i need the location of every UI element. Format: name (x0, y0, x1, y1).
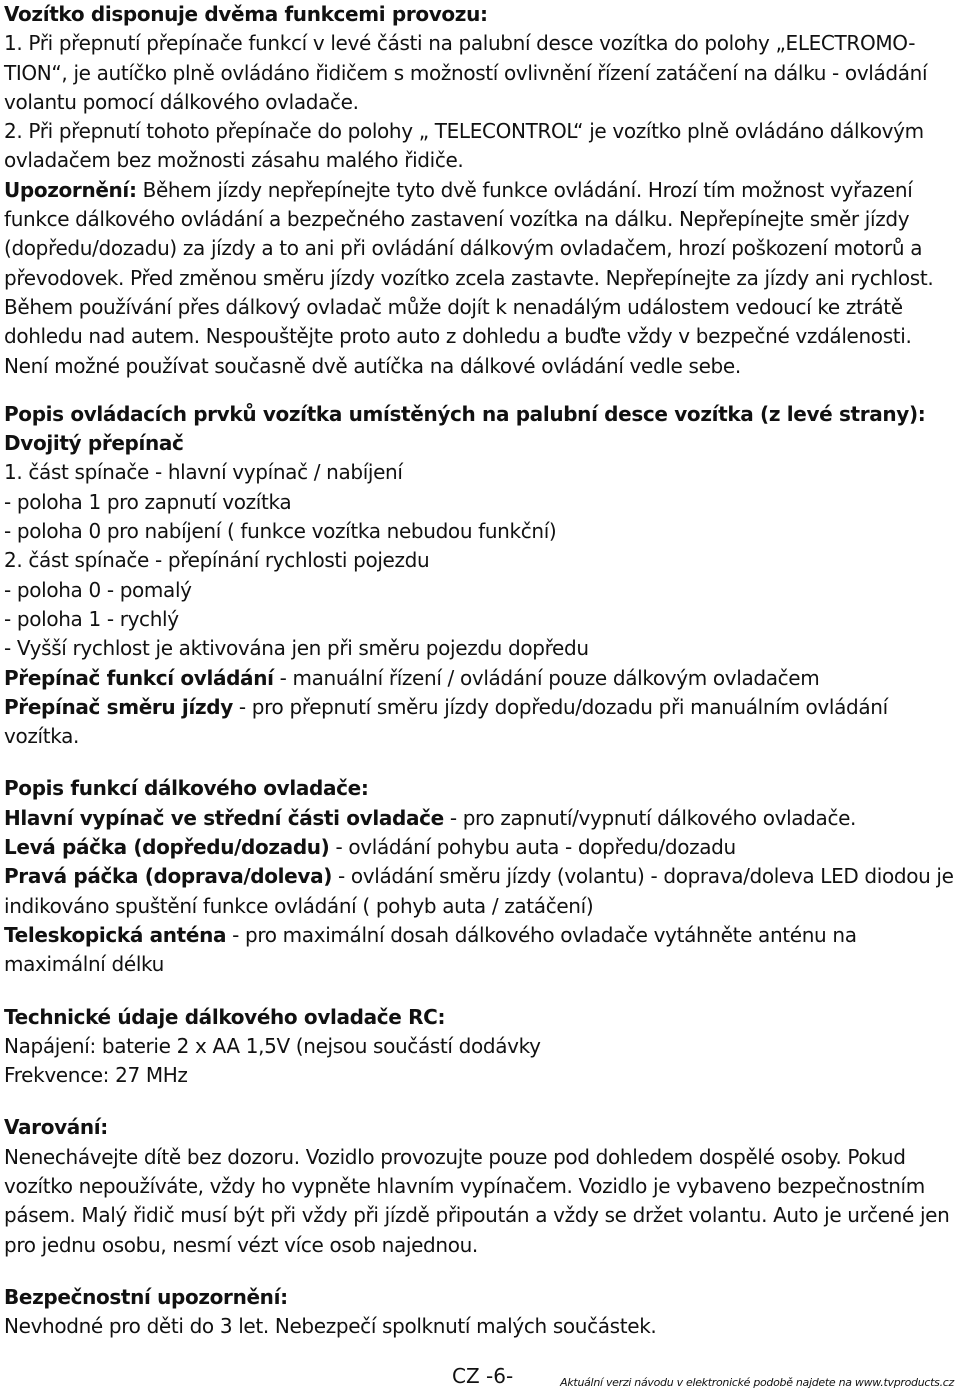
warning-section (4, 1113, 954, 1259)
warning-heading: Varování: (4, 1115, 108, 1140)
remote-heading: Popis funkcí dálkového ovladače: (4, 776, 369, 801)
remote-item-text: - pro zapnutí/vypnutí dálkového ovladače. (443, 805, 857, 830)
footer-note: Aktuální verzi návodu v elektronické podobě najdete na www.tvproducts.cz (560, 1376, 954, 1389)
remote-item-label: Pravá páčka (doprava/doleva) (4, 864, 333, 889)
remote-item-text: - pro maximální dosah dálkového ovladače vytáhněte anténu na maximální délku (4, 922, 857, 977)
tech-power: Napájení: baterie 2 x AA 1,5V (nejsou součástí dodávky (4, 1033, 541, 1058)
mode-telecontrol-paragraph: 2. Při přepnutí tohoto přepínače do polohy „ TELECONTROL“ je vozítko plně ovládáno dálkovým ovladačem bez možnosti zásahu malého řidiče. (4, 119, 924, 173)
tech-heading: Technické údaje dálkového ovladače RC: (4, 1004, 446, 1029)
remote-item-text: - ovládání pohybu auta - dopředu/dozadu (329, 835, 736, 860)
warning-body: Nenechávejte dítě bez dozoru. Vozidlo provozujte pouze pod dohledem dospělé osoby. Pokud vozítko nepoužíváte, vždy ho vypněte hlavním vypínačem. Vozidlo je vybaveno bezpečnostním pásem. Malý řidič musí být při vždy při jízdě připoután a vždy se držet volantu. Auto je určené jen pro jednu osobu, nesmí vézt více osob najednou. (4, 1144, 950, 1257)
switch-line: - Vyšší rychlost je aktivována jen při směru pojezdu dopředu (4, 636, 589, 661)
remote-item (4, 921, 954, 980)
remote-section (4, 774, 954, 979)
page-number: CZ -6- (452, 1364, 514, 1388)
direction-switch-label: Přepínač směru jízdy (4, 694, 233, 719)
tech-section (4, 1003, 954, 1091)
switch-line: - poloha 1 pro zapnutí vozítka (4, 489, 292, 514)
remote-item-text: - ovládání směru jízdy (volantu) - doprava/doleva LED diodou je indikováno spuštění funkce ovládání ( pohyb auta / zatáčení) (4, 864, 954, 918)
switch-line: - poloha 0 - pomalý (4, 577, 192, 602)
page-footer (0, 1362, 960, 1389)
remote-item-label: Levá páčka (dopředu/dozadu) (4, 835, 330, 860)
remote-usage-paragraph: Během používání přes dálkový ovladač může dojít k nenadálým událostem vedoucí ke ztrátě dohledu nad autem. Nespouštějte proto auto z dohledu a buďte vždy v bezpečné vzdálenosti. Není možné používat současně dvě autíčka na dálkové ovládání vedle sebe. (4, 294, 912, 378)
mode-electromotion-paragraph: 1. Při přepnutí přepínače funkcí v levé části na palubní desce vozítka do polohy „ELECTROMO-TION“, je autíčko plně ovládáno řidičem s možností ovlivnění řízení zatáčení na dálku - ovládání volantu pomocí dálkového ovladače. (4, 31, 928, 114)
remote-item (4, 804, 954, 833)
remote-item (4, 833, 954, 862)
warning-paragraph (4, 176, 954, 293)
tech-frequency: Frekvence: 27 MHz (4, 1063, 188, 1088)
warning-text: Během jízdy nepřepínejte tyto dvě funkce ovládání. Hrozí tím možnost vyřazení funkce dálkového ovládání a bezpečného zastavení vozítka na dálku. Nepřepínejte směr jízdy (dopředu/dozadu) za jízdy a to ani při ovládání dálkovým ovladačem, hrozí poškození motorů a převodovek. Před změnou směru jízdy vozítko zcela zastavte. Nepřepínejte za jízdy ani rychlost. (4, 177, 934, 290)
warning-label: Upozornění: (4, 177, 137, 202)
safety-heading: Bezpečnostní upozornění: (4, 1284, 288, 1309)
direction-switch-line (4, 693, 954, 752)
remote-item-label: Hlavní vypínač ve střední části ovladače (4, 805, 444, 830)
switch-line: 2. část spínače - přepínání rychlosti pojezdu (4, 548, 430, 573)
safety-body: Nevhodné pro děti do 3 let. Nebezpečí spolknutí malých součástek. (4, 1314, 657, 1339)
switch-line: - poloha 0 pro nabíjení ( funkce vozítka nebudou funkční) (4, 519, 557, 544)
intro-section (4, 0, 954, 381)
controls-heading: Popis ovládacích prvků vozítka umístěných na palubní desce vozítka (z levé strany): (4, 401, 926, 426)
direction-switch-text: - pro přepnutí směru jízdy dopředu/dozadu při manuálním ovládání vozítka. (4, 694, 888, 749)
remote-item-label: Teleskopická anténa (4, 922, 227, 947)
function-switch-text: - manuální řízení / ovládání pouze dálkovým ovladačem (273, 665, 820, 690)
double-switch-subheading: Dvojitý přepínač (4, 431, 184, 456)
intro-heading: Vozítko disponuje dvěma funkcemi provozu: (4, 2, 488, 26)
remote-item (4, 862, 954, 921)
switch-line: 1. část spínače - hlavní vypínač / nabíjení (4, 460, 403, 485)
switch-line: - poloha 1 - rychlý (4, 606, 179, 631)
safety-section (4, 1283, 954, 1342)
controls-section (4, 400, 954, 752)
function-switch-line (4, 664, 954, 693)
function-switch-label: Přepínač funkcí ovládání (4, 665, 274, 690)
manual-page (4, 0, 954, 1341)
